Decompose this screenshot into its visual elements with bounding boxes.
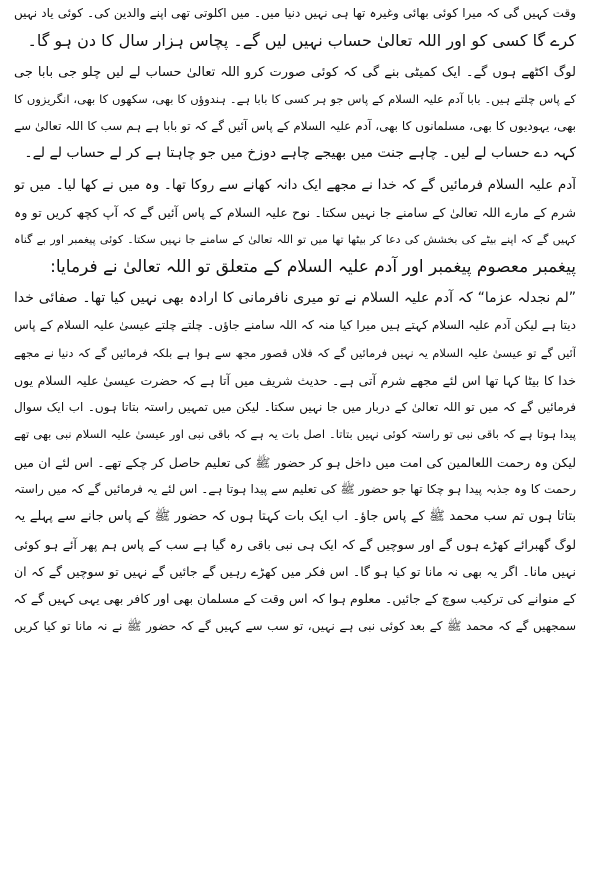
text-line: پیغمبر معصوم پیغمبر اور آدم علیہ السلام کے متعلق تو اللہ تعالیٰ نے فرمایا:: [50, 256, 576, 277]
text-line: کے منوانے کی ترکیب سوچ کے جائیں۔ معلوم ہوا کہ اس وقت کے مسلمان بھی اور کافر بھی یہی کہیں گے کہ: [14, 591, 576, 607]
document-page: [14, 0, 576, 874]
text-line: پیدا ہوتا ہے کہ باقی نبی تو راستہ کوئی نہیں بتاتا۔ اصل بات یہ ہے کہ باقی نبی اور عیسیٰ علیہ السلام نبی بھی تھے: [14, 427, 576, 442]
text-line: آئیں گے تو عیسیٰ علیہ السلام یہ نہیں فرمائیں گے کہ فلاں قصور مجھ سے ہوا ہے بلکہ فرمائیں گے کہ دنیا نے مجھے: [14, 345, 576, 360]
text-line: نہیں مانا۔ اگر یہ بھی نہ مانا تو کیا ہو گا۔ اس فکر میں کھڑے رہیں گے جائیں گے نہیں تو سوچیں گے کہ ان: [14, 563, 576, 579]
text-line: دیتا ہے لیکن آدم علیہ السلام کہتے ہیں میرا کیا منہ کہ اللہ سامنے جاؤں۔ چلتے چلتے عیسیٰ علیہ السلام کے پاس: [14, 318, 576, 333]
text-line: فرمائیں گے کہ میں تو اللہ تعالیٰ کے دربار میں جا نہیں سکتا۔ لیکن میں تمہیں راستہ بتاتا ہوں۔ اب ایک سوال: [14, 400, 576, 415]
text-line: بتاتا ہوں تم سب محمد ﷺ کے پاس جاؤ۔ اب ایک بات کہتا ہوں کہ حضور ﷺ کے پاس جانے سے پہلے یہ: [14, 509, 576, 525]
text-line: کرے گا کسی کو اور اللہ تعالیٰ حساب نہیں لیں گے۔ پچاس ہزار سال کا دن ہو گا۔: [27, 31, 576, 51]
text-line: شرم کے مارے اللہ تعالیٰ کے سامنے جا نہیں سکتا۔ نوح علیہ السلام کے پاس آئیں گے کہ آپ کچھ کریں تو وہ: [14, 205, 576, 221]
text-line: رحمت کا وہ جذبہ پیدا ہو چکا تھا جو حضور ﷺ کی تعلیم سے پیدا ہوتا ہے۔ اس لئے یہ فرمائیں گے کہ میں راستہ: [14, 482, 576, 497]
text-line: کہیں گے کہ اپنے بیٹے کی بخشش کی دعا کر بیٹھا تھا میں تو اللہ تعالیٰ کے سامنے جا نہیں سکتا۔ کوئی پیغمبر اور بے گناہ: [14, 233, 576, 247]
text-line: کے پاس چلتے ہیں۔ بابا آدم علیہ السلام کے پاس جو ہر کسی کا بابا ہے۔ ہندوؤں کا بھی، سکھوں کا بھی، انگریزوں کا: [14, 91, 576, 106]
paragraph: [14, 59, 576, 168]
text-line: خدا کا بیٹا کہا تھا اس لئے مجھے شرم آتی ہے۔ حدیث شریف میں آتا ہے کہ حضرت عیسیٰ علیہ السلام یوں: [14, 372, 576, 388]
text-line: آدم علیہ السلام فرمائیں گے کہ خدا نے مجھے ایک دانہ کھانے سے روکا تھا۔ وہ میں نے کھا لیا۔ میں تو: [14, 176, 576, 193]
text-line: سمجھیں گے کہ محمد ﷺ کے بعد کوئی نبی ہے نہیں، تو سب سے کہیں گے کہ حضور ﷺ نے نہ مانا تو کیا کریں: [14, 618, 576, 633]
text-line: لیکن وہ رحمت اللعالمین کی امت میں داخل ہو کر حضور ﷺ کی تعلیم حاصل کر چکے تھے۔ اس لئے ان میں: [14, 454, 576, 470]
text-line: لوگ گھبرائے کھڑے ہوں گے اور سوچیں گے کہ ایک ہی نبی باقی رہ گیا ہے سب کے پاس ہم پھر آئے ہو کوئی: [14, 536, 576, 552]
paragraph: [14, 0, 576, 55]
text-line: لوگ اکٹھے ہوں گے۔ ایک کمیٹی بنے گی کہ کوئی صورت کرو اللہ تعالیٰ حساب لے لیں چلو جی بابا جی: [14, 64, 576, 80]
text-line: کہہ دے حساب لے لیں۔ چاہے جنت میں بھیجے چاہے دوزخ میں جو چاہتا ہے کر لے حساب لے لے۔: [24, 145, 576, 162]
paragraph: [14, 285, 576, 640]
text-line: بھی، یہودیوں کا بھی، مسلمانوں کا بھی، آدم علیہ السلام کے پاس آئیں گے کہ تو بابا ہے ہم سب کا اللہ تعالیٰ سے: [14, 119, 576, 134]
text-line: ”لم نجدلہ عزما“ کہ آدم علیہ السلام نے تو میری نافرمانی کا ارادہ بھی نہیں کیا تھا۔ صفائی خدا: [14, 289, 576, 306]
paragraph: [14, 172, 576, 281]
text-line: وقت کہیں گی کہ میرا کوئی بھائی وغیرہ تھا ہی نہیں دنیا میں۔ میں اکلوتی تھی اپنے والدین کی۔ کوئی یاد نہیں: [14, 6, 576, 20]
